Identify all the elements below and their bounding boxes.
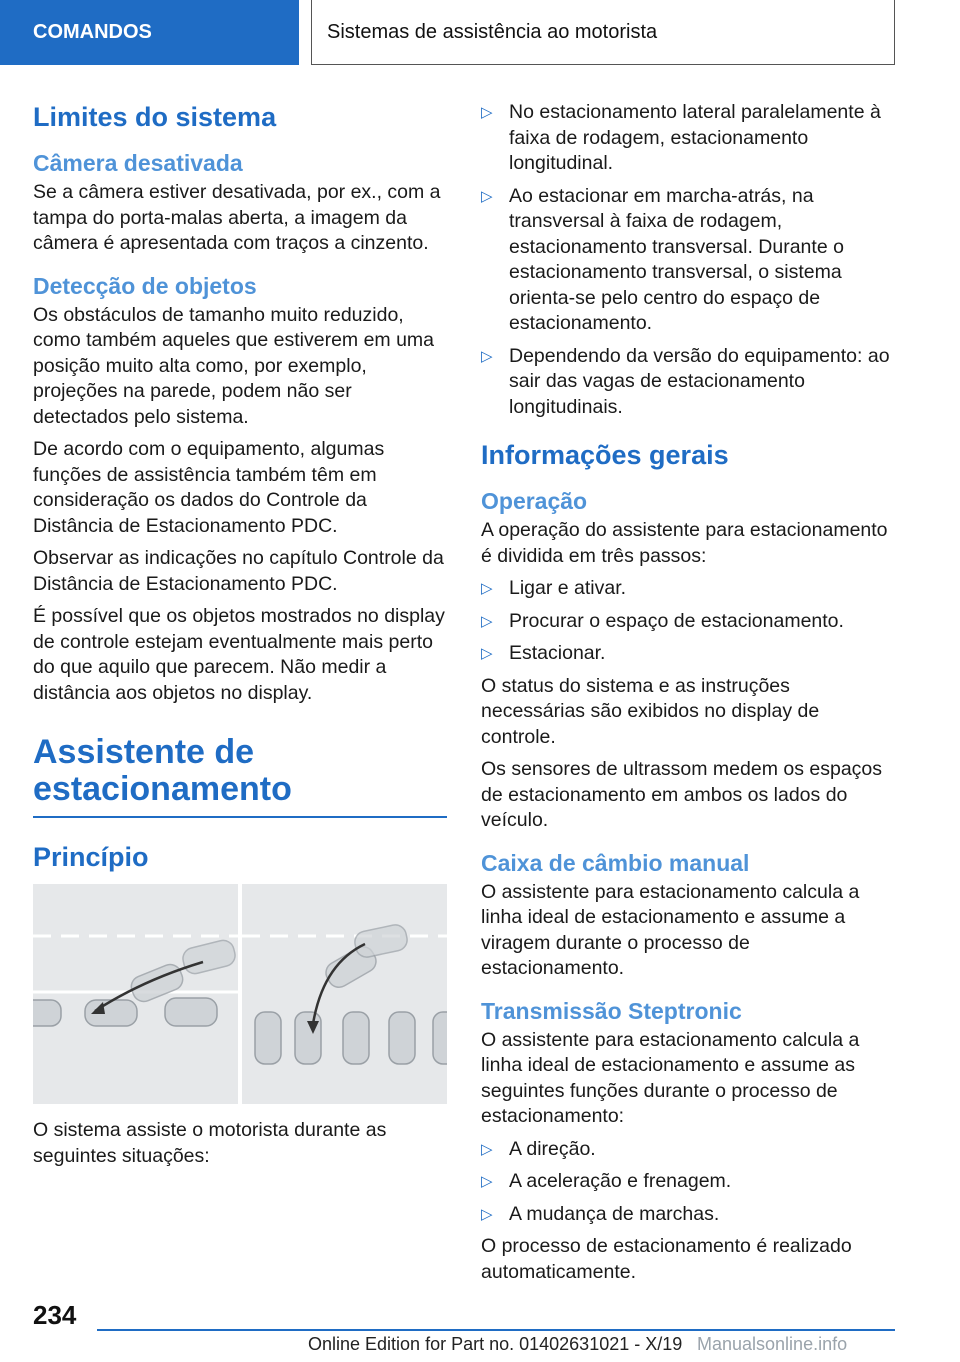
heading-informacoes: Informações gerais — [481, 440, 729, 470]
heading-camera: Câmera desativada — [33, 150, 243, 176]
triangle-bullet-icon: ▷ — [481, 1205, 493, 1223]
page-number: 234 — [33, 1300, 77, 1330]
header-title: Sistemas de assistência ao motorista — [327, 20, 658, 43]
list-item: ▷ A aceleração e frenagem. — [481, 1169, 895, 1195]
triangle-bullet-icon: ▷ — [481, 1140, 493, 1158]
paragraph-final: O processo de estacionamento é realizado automaticamente. — [481, 1235, 852, 1283]
paragraph-status: O status do sistema e as instruções necessárias são exibidos no display de controle. — [481, 674, 820, 748]
heading-steptronic: Transmissão Steptronic — [481, 997, 742, 1024]
heading-caixa-manual: Caixa de câmbio manual — [481, 849, 750, 876]
triangle-bullet-icon: ▷ — [481, 187, 493, 205]
header-title-box — [311, 0, 895, 65]
list-item: ▷ Dependendo da versão do equipamento: ao sair das vagas de estacionamento longitudinais. — [481, 344, 890, 418]
list-item: ▷ Ligar e ativar. — [481, 576, 895, 602]
heading-principio: Princípio — [33, 842, 149, 872]
paragraph-deteccao-2: De acordo com o equipamento, algumas funções de assistência também têm em consideração os dados do Controle da Distância de Estacionamento PDC. — [33, 438, 385, 537]
triangle-bullet-icon: ▷ — [481, 347, 493, 365]
paragraph-caixa-manual: O assistente para estacionamento calcula a linha ideal de estacionamento e assume a viragem durante o processo de estacionamento. — [481, 880, 860, 979]
chapter-heading-assistente: Assistente de estacionamento — [33, 734, 447, 818]
paragraph-deteccao-4: É possível que os objetos mostrados no display de controle estejam eventualmente mais perto do que aquilo que parecem. Não medir a distância aos objetos no display. — [33, 605, 445, 704]
triangle-bullet-icon: ▷ — [481, 645, 493, 662]
paragraph-steptronic: O assistente para estacionamento calcula a linha ideal de estacionamento e assume as seguintes funções durante o processo de estacionamento: — [481, 1028, 860, 1127]
list-item: ▷ Estacionar. — [481, 641, 895, 667]
paragraph-sensores: Os sensores de ultrassom medem os espaços de estacionamento em ambos os lados do veículo. — [481, 758, 883, 831]
parking-illustration — [33, 884, 447, 1104]
functions-list — [481, 1137, 895, 1228]
list-item: ▷ A direção. — [481, 1137, 895, 1163]
paragraph-principio: O sistema assiste o motorista durante as seguintes situações: — [33, 1119, 387, 1167]
footer-watermark: Manualsonline.info — [697, 1334, 848, 1354]
paragraph-deteccao-1: Os obstáculos de tamanho muito reduzido, como também aqueles que estiverem em uma posição muito alta como, por exemplo, projeções na parede, podem não ser detectados pelo sistema. — [33, 303, 435, 428]
list-item: ▷ Procurar o espaço de estacionamento. — [481, 609, 895, 635]
footer-edition: Online Edition for Part no. 01402631021 - X/19 — [308, 1334, 683, 1354]
footer-divider — [97, 1329, 895, 1331]
triangle-bullet-icon: ▷ — [481, 1173, 493, 1190]
steps-list — [481, 576, 895, 667]
triangle-bullet-icon: ▷ — [481, 580, 493, 597]
left-column — [33, 100, 447, 1176]
header-section-tab — [0, 0, 299, 65]
triangle-bullet-icon: ▷ — [481, 104, 493, 121]
heading-operacao: Operação — [481, 488, 588, 514]
list-item: ▷ No estacionamento lateral paralelamente à faixa de rodagem, estacionamento longitudinal. — [481, 101, 881, 174]
paragraph-camera: Se a câmera estiver desativada, por ex., com a tampa do porta-malas aberta, a imagem da câmera é apresentada com traços a cinzento. — [33, 181, 441, 254]
paragraph-operacao: A operação do assistente para estacionamento é dividida em três passos: — [481, 519, 888, 567]
situations-list — [481, 100, 895, 420]
header-section-label: COMANDOS — [33, 21, 152, 43]
heading-limites: Limites do sistema — [33, 102, 277, 132]
list-item: ▷ Ao estacionar em marcha-atrás, na transversal à faixa de rodagem, estacionamento transversal. Durante o estacionamento transversal, o sistema orienta-se pelo centro do espaço de estacionamento. — [481, 184, 844, 334]
paragraph-deteccao-3: Observar as indicações no capítulo Controle da Distância de Estacionamento PDC. — [33, 547, 444, 595]
heading-deteccao: Detecção de objetos — [33, 272, 257, 299]
right-column — [481, 100, 895, 1292]
triangle-bullet-icon: ▷ — [481, 612, 493, 630]
list-item: ▷ A mudança de marchas. — [481, 1202, 895, 1228]
